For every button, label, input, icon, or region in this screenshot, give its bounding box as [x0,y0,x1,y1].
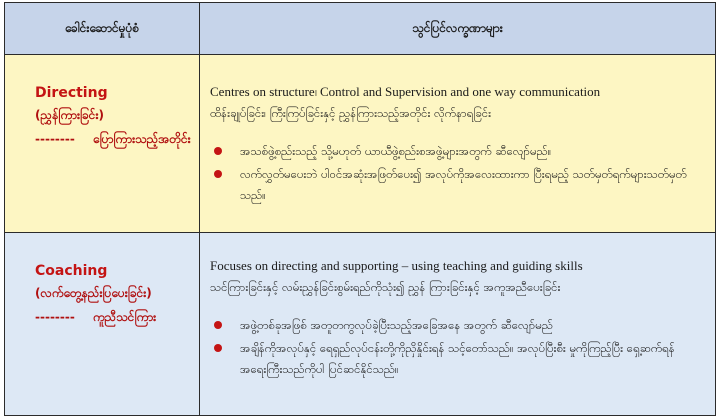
directing-note-line [35,131,199,149]
list-item [210,141,699,162]
coaching-title: Coaching [35,263,108,279]
directing-bullet-list [210,141,699,206]
list-item [210,338,699,380]
coaching-desc-en: Focuses on directing and supporting – using teaching and guiding skills [210,258,583,273]
header-style-cell [5,3,200,55]
header-characteristics-cell [200,3,715,55]
directing-bullet-2: လက်လွှတ်မပေးဘဲ ပါဝင်အဆုံးအဖြတ်ပေး၍ အလုပ်ကိုအလေးထားကာ ပြီးရမည့် သတ်မှတ်ရက်များသတ်မှတ်သည်။ [240,167,687,202]
directing-subtitle: (ညွှန်ကြားခြင်း) [35,108,104,122]
coaching-dashes: -------- [35,310,75,324]
coaching-subtitle: (လက်တွေ့နည်းပြပေးခြင်း) [35,286,152,300]
coaching-bullet-2: အချိန်ကိုအလုပ်နှင့် ရေရှည်လုပ်ငန်းတို့ကိုညှိနှိုင်းရန် သင့်တော်သည်။ အလုပ်ပြီးစီး မှုကိုကြည့်ပြီး ရှေ့ဆက်ရန်အရေးကြီးသည်ကိုပါ ပြင်ဆင်နိုင်သည်။ [240,341,675,376]
directing-desc-cell [200,55,715,233]
bullet-icon [214,170,222,178]
coaching-bullet-1: အဖွဲ့တစ်ခုအဖြစ် အတူတကွလုပ်ခဲ့ပြီးသည့်အခြေအနေ အတွက် ဆီလျော်မည် [240,318,553,332]
coaching-desc-cell [200,233,715,415]
directing-title: Directing [35,85,108,101]
bullet-icon [214,344,222,352]
header-style-label: ခေါင်းဆောင်မှုပုံစံ [64,20,140,35]
coaching-style-cell [5,233,200,415]
list-item [210,315,699,336]
coaching-desc-mm: သင်ကြားခြင်းနှင့် လမ်းညွှန်ခြင်းစွမ်းရည်ကိုသုံး၍ ညွှန် ကြားခြင်းနှင့် အကူအညီပေးခြင်း [210,280,561,294]
coaching-note-line [35,309,199,327]
bullet-icon [214,321,222,329]
directing-desc-en: Centres on structure၊ Control and Supervision and one way communication [210,84,601,99]
bullet-icon [214,147,222,155]
coaching-note: ကူညီသင်ကြား [92,310,157,324]
directing-bullet-1: အသစ်ဖွဲ့စည်းသည့် သို့မဟုတ် ယာယီဖွဲ့စည်းစအဖွဲ့များအတွက် ဆီလျော်မည်။ [240,144,552,158]
directing-dashes: -------- [35,132,75,146]
leadership-style-table [4,2,716,416]
coaching-bullet-list [210,315,699,380]
directing-desc-mm: ထိန်းချုပ်ခြင်း၊ ကြီးကြပ်ခြင်းနှင့် ညွှန်ကြားသည့်အတိုင်း လိုက်နာရခြင်း [210,106,492,120]
header-characteristics-label: သွင်ပြင်လက္ခဏာများ [412,20,503,35]
directing-note: ပြောကြားသည့်အတိုင်း [92,132,191,146]
list-item [210,164,699,206]
directing-style-cell [5,55,200,233]
